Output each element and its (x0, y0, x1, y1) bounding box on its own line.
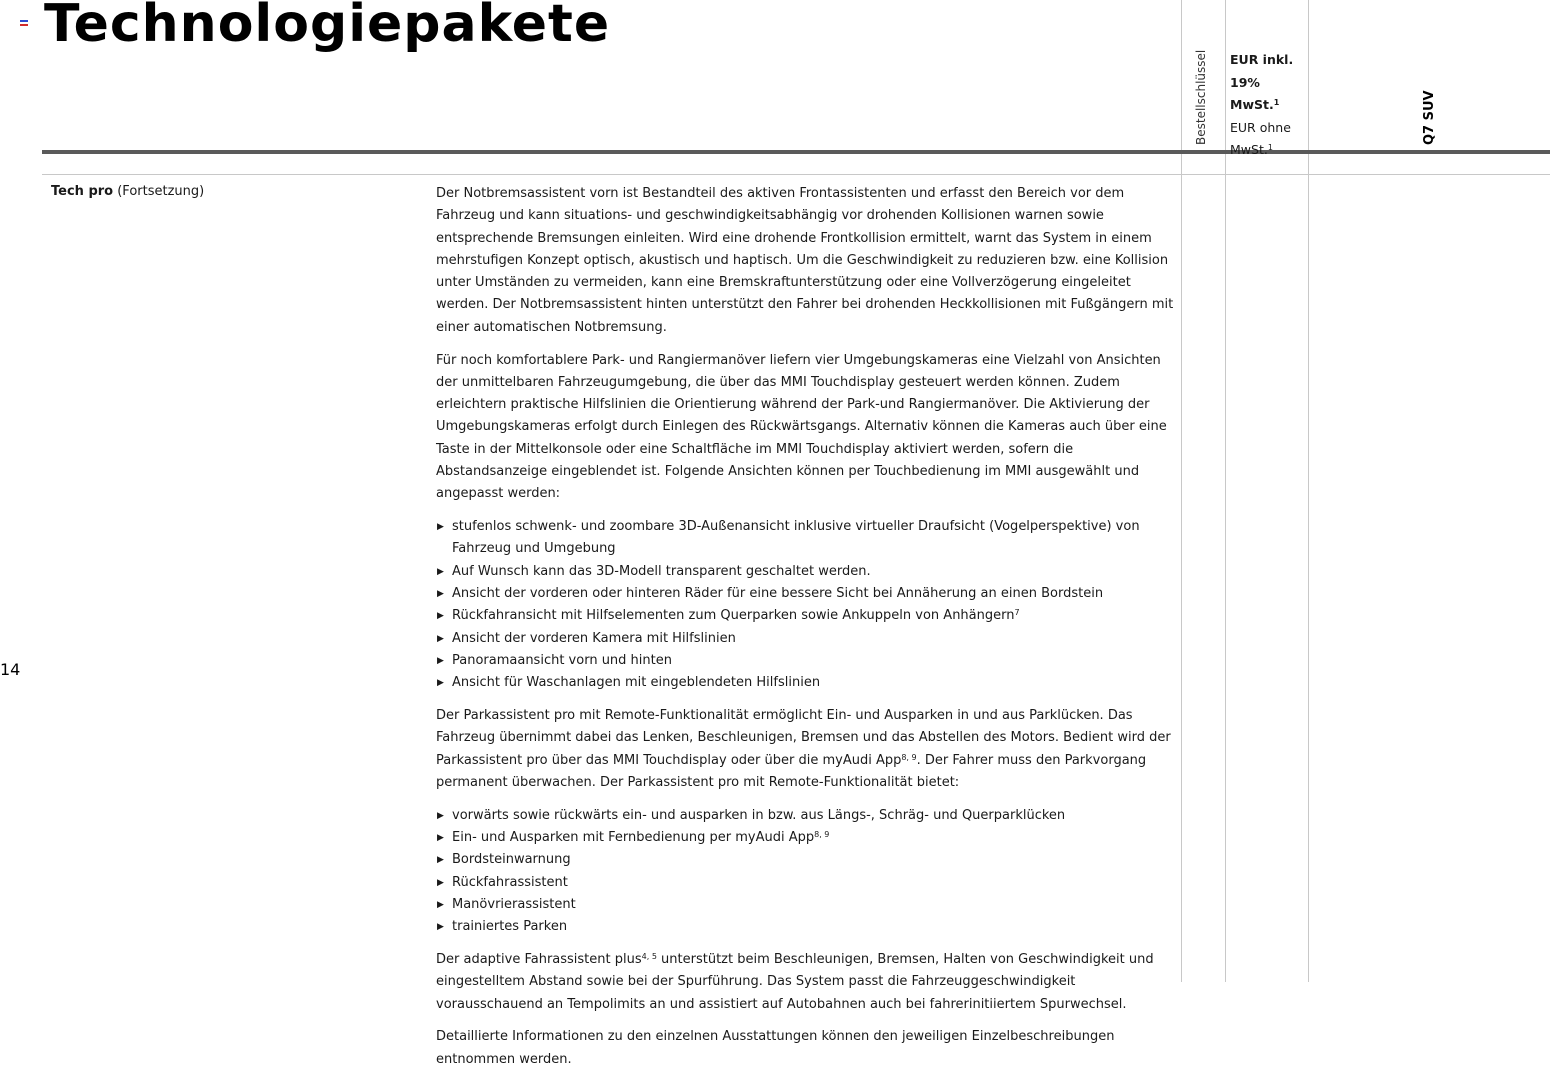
triangle-right-icon: ▶ (437, 810, 444, 821)
triangle-right-icon: ▶ (437, 855, 444, 866)
paragraph-adaptive-drive-assist: Der adaptive Fahrassistent plus$^{4, 5}$ unterstützt beim Beschleunigen, Bremsen, Halten von Geschwindigkeit und eingestelltem Abstand sowie bei der Spurführung. Das System passt die Fahrzeuggeschwindigkeit vorausschauend an Tempolimits an und assistiert auf Autobahnen auch bei fahrerinitiiertem Spurwechsel. (436, 952, 1154, 1012)
column-divider (1181, 0, 1182, 982)
price-net-label: EUR ohne MwSt.$^1$ (1230, 119, 1291, 157)
list-item: ▶ Rückfahrassistent (436, 872, 1176, 894)
price-gross-label: EUR inkl. 19% MwSt.$^1$ (1230, 52, 1294, 112)
list-item: ▶ stufenlos schwenk- und zoombare 3D-Außenansicht inklusive virtueller Draufsicht (Vogelperspektive) von Fahrzeug und Umgebung (436, 516, 1176, 561)
column-header-price (1230, 49, 1308, 162)
column-header-model: Q7 SUV (1422, 90, 1437, 145)
column-divider (1225, 0, 1226, 982)
section-name: Tech pro (51, 184, 114, 199)
triangle-right-icon: ▶ (437, 566, 444, 577)
list-item: ▶ trainiertes Parken (436, 916, 1176, 938)
section-label (51, 184, 204, 199)
row-rule (42, 174, 1550, 175)
list-item: ▶ Ansicht der vorderen oder hinteren Räder für eine bessere Sicht bei Annäherung an einen Bordstein (436, 583, 1176, 605)
list-item: ▶ Auf Wunsch kann das 3D-Modell transparent geschaltet werden. (436, 561, 1176, 583)
triangle-right-icon: ▶ (437, 611, 444, 622)
page-number: 14 (0, 660, 21, 679)
list-item: ▶ Bordsteinwarnung (436, 849, 1176, 871)
triangle-right-icon: ▶ (437, 589, 444, 600)
list-item: ▶ Ansicht für Waschanlagen mit eingeblendeten Hilfslinien (436, 672, 1176, 694)
page-title: Technologiepakete (44, 0, 611, 54)
triangle-right-icon: ▶ (437, 633, 444, 644)
description-content (436, 183, 1176, 1081)
triangle-right-icon: ▶ (437, 877, 444, 888)
list-item: ▶ Ein- und Ausparken mit Fernbedienung per myAudi App$^{8, 9}$ (436, 827, 1176, 849)
camera-views-list (436, 516, 1176, 694)
list-item: ▶ vorwärts sowie rückwärts ein- und ausparken in bzw. aus Längs-, Schräg- und Querparklücken (436, 805, 1176, 827)
paragraph-details-note: Detaillierte Informationen zu den einzelnen Ausstattungen können den jeweiligen Einzelbeschreibungen entnommen werden. (436, 1029, 1115, 1067)
list-item: ▶ Panoramaansicht vorn und hinten (436, 650, 1176, 672)
paragraph-park-assist: Der Parkassistent pro mit Remote-Funktionalität ermöglicht Ein- und Ausparken in und aus Parklücken. Das Fahrzeug übernimmt dabei das Lenken, Beschleunigen, Bremsen und das Abstellen des Motors. Bedient wird der Parkassistent pro über das MMI Touchdisplay oder über die myAudi App$^{8, 9}$. Der Fahrer muss den Parkvorgang permanent überwachen. Der Parkassistent pro mit Remote-Funktionalität bietet: (436, 708, 1171, 790)
triangle-right-icon: ▶ (437, 678, 444, 689)
triangle-right-icon: ▶ (437, 833, 444, 844)
brand-flag-icon (20, 20, 28, 26)
column-header-order-key: Bestellschlüssel (1194, 49, 1208, 145)
triangle-right-icon: ▶ (437, 899, 444, 910)
list-item: ▶ Rückfahransicht mit Hilfselementen zum Querparken sowie Ankuppeln von Anhängern$^7$ (436, 605, 1176, 627)
paragraph-emergency-brake: Der Notbremsassistent vorn ist Bestandteil des aktiven Frontassistenten und erfasst den Bereich vor dem Fahrzeug und kann situations- und geschwindigkeitsabhängig vor drohenden Kollisionen warnen sowie entsprechende Bremsungen einleiten. Wird eine drohende Frontkollision ermittelt, warnt das System in einem mehrstufigen Konzept optisch, akustisch und haptisch. Um die Geschwindigkeit zu reduzieren bzw. eine Kollision unter Umständen zu vermeiden, kann eine Bremskraftunterstützung oder eine Vollverzögerung eingeleitet werden. Der Notbremsassistent hinten unterstützt den Fahrer bei drohenden Heckkollisionen mit Fußgängern mit einer automatischen Notbremsung. (436, 186, 1174, 335)
triangle-right-icon: ▶ (437, 922, 444, 933)
section-note: (Fortsetzung) (117, 184, 205, 199)
column-divider (1308, 0, 1309, 982)
header-rule (42, 150, 1550, 154)
park-assist-features-list (436, 805, 1176, 939)
paragraph-surround-cameras: Für noch komfortablere Park- und Rangiermanöver liefern vier Umgebungskameras eine Vielzahl von Ansichten der unmittelbaren Fahrzeugumgebung, die über das MMI Touchdisplay gesteuert werden können. Zudem erleichtern praktische Hilfslinien die Orientierung während der Park-und Rangiermanöver. Die Aktivierung der Umgebungskameras erfolgt durch Einlegen des Rückwärtsgangs. Alternativ können die Kameras auch über eine Taste in der Mittelkonsole oder eine Schaltfläche im MMI Touchdisplay aktiviert werden, sofern die Abstandsanzeige eingeblendet ist. Folgende Ansichten können per Touchbedienung im MMI ausgewählt und angepasst werden: (436, 352, 1167, 502)
triangle-right-icon: ▶ (437, 522, 444, 533)
list-item: ▶ Manövrierassistent (436, 894, 1176, 916)
triangle-right-icon: ▶ (437, 655, 444, 666)
list-item: ▶ Ansicht der vorderen Kamera mit Hilfslinien (436, 628, 1176, 650)
